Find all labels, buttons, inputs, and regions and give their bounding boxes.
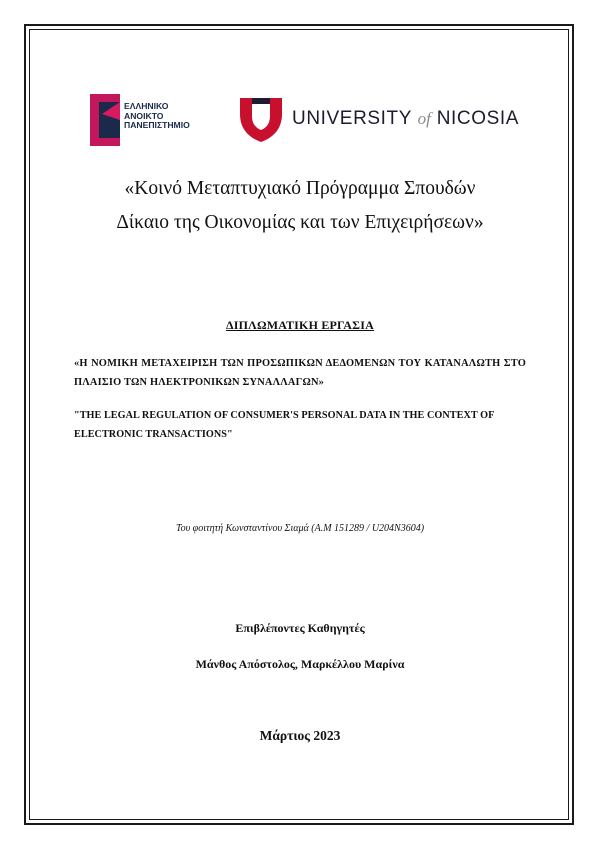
program-title [0,172,600,240]
unic-logo-text: UNIVERSITY of NICOSIA [292,108,520,129]
thesis-title-greek: «Η ΝΟΜΙΚΗ ΜΕΤΑΧΕΙΡΙΣΗ ΤΩΝ ΠΡΟΣΩΠΙΚΩΝ ΔΕΔΟΜΕΝΩΝ ΤΟΥ ΚΑΤΑΝΑΛΩΤΗ ΣΤΟ ΠΛΑΙΣΙΟ ΤΩΝ ΗΛΕΚΤΡΟΝΙΚΩΝ ΣΥΝΑΛΛΑΓΩΝ» [74,358,526,388]
thesis-title-english: "THE LEGAL REGULATION OF CONSUMER'S PERSONAL DATA IN THE CONTEXT OF ELECTRONIC TRANSACTIONS" [74,410,494,440]
program-title-line2: Δίκαιο της Οικονομίας και των Επιχειρήσεων» [116,212,484,233]
eap-emblem-icon [90,94,124,146]
eap-logo [90,94,230,146]
supervisors-label: Επιβλέποντες Καθηγητές [235,621,365,635]
program-title-line1: «Κοινό Μεταπτυχιακό Πρόγραμμα Σπουδών [124,178,476,199]
unic-shield-icon [240,94,282,142]
supervisors-names: Μάνθος Απόστολος, Μαρκέλλου Μαρίνα [195,657,405,671]
submission-date: Μάρτιος 2023 [259,728,341,743]
eap-logo-text: ΕΛΛΗΝΙΚΟ ΑΝΟΙΚΤΟ ΠΑΝΕΠΙΣΤΗΜΙΟ [124,101,190,130]
thesis-type-heading: ΔΙΠΛΩΜΑΤΙΚΗ ΕΡΓΑΣΙΑ [226,318,374,332]
logo-bar [0,90,600,150]
unic-logo [240,94,530,146]
student-line: Του φοιτητή Κωνσταντίνου Σιαμά (Α.Μ 151289 / U204N3604) [175,523,425,534]
